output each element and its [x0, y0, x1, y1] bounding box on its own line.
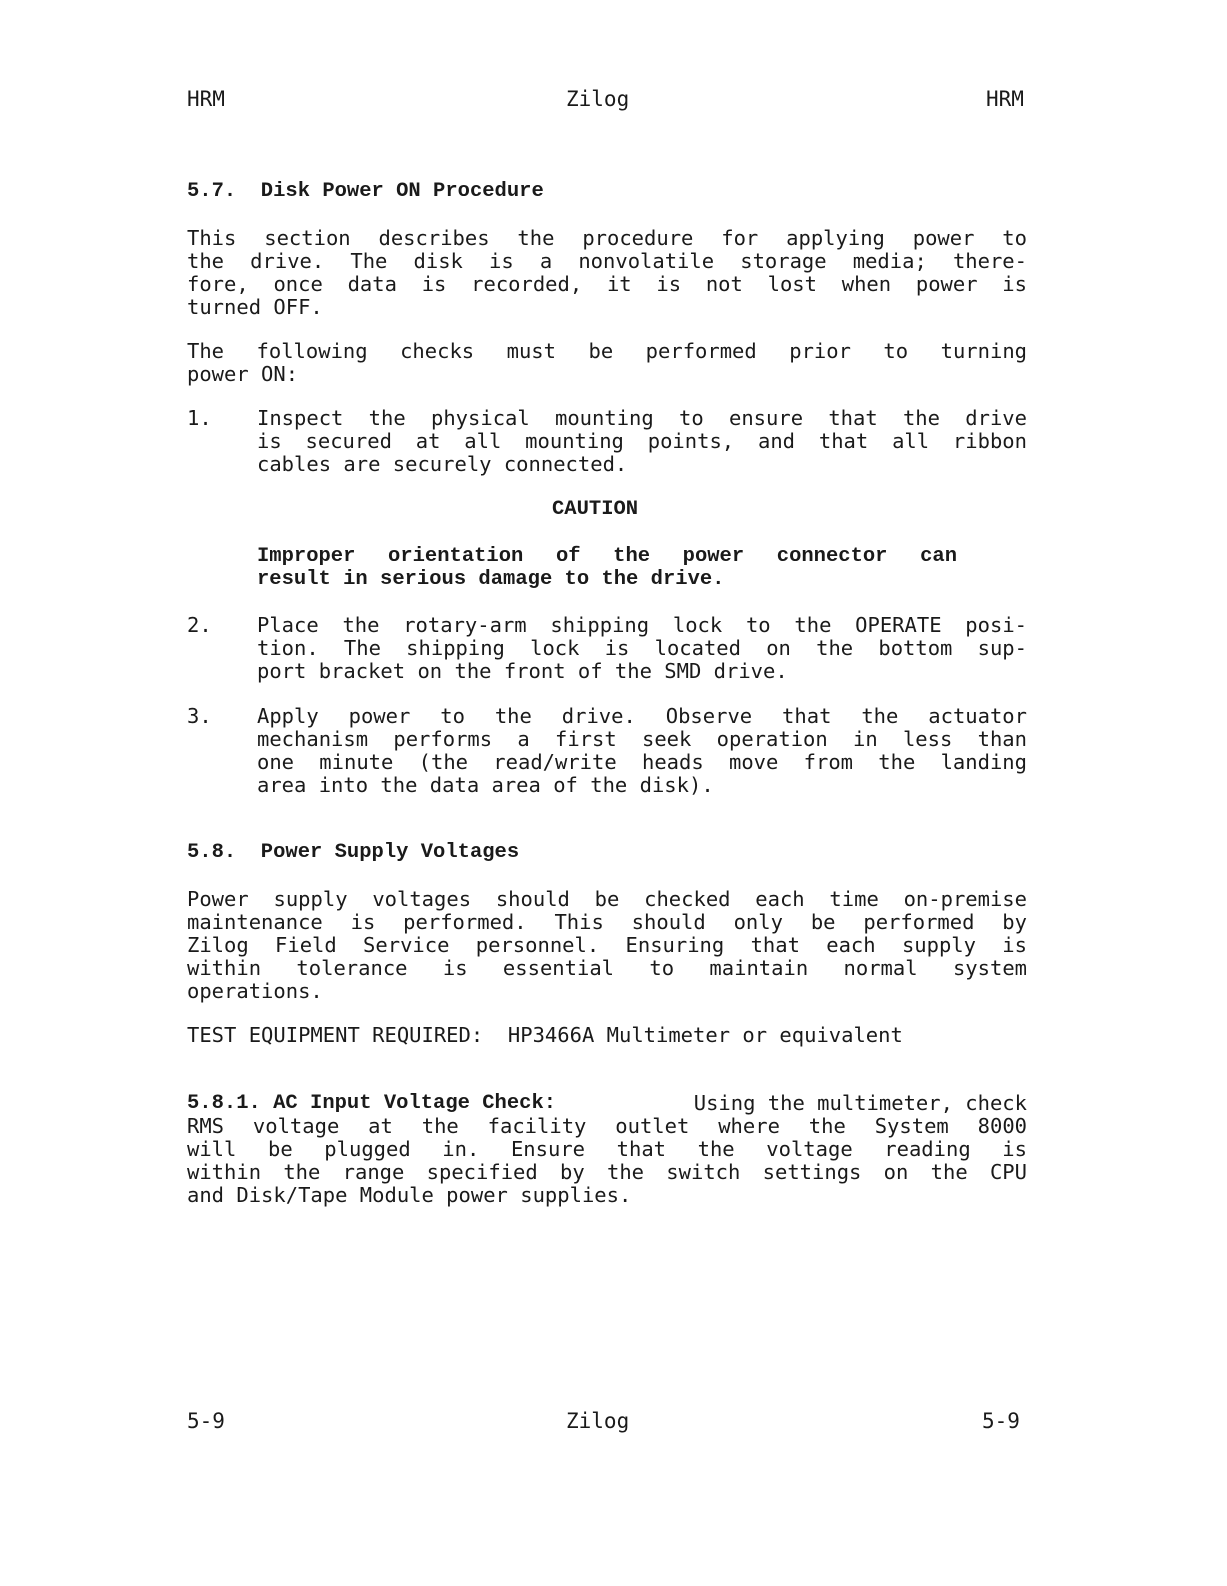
- section-5-7-paragraph-1: [187, 227, 1027, 319]
- list-item-number: 1.: [187, 406, 212, 430]
- text-line: the drive. The disk is a nonvolatile storage media; there-: [187, 249, 1027, 273]
- footer-left: 5-9: [187, 1409, 225, 1433]
- text-line: will be plugged in. Ensure that the voltage reading is: [187, 1137, 1027, 1161]
- text-line: mechanism performs a first seek operation in less than: [257, 727, 1027, 751]
- text-line: power ON:: [187, 362, 299, 386]
- text-line: area into the data area of the disk).: [257, 773, 714, 797]
- text-line: Inspect the physical mounting to ensure that the drive: [257, 406, 1027, 430]
- section-5-7-paragraph-2: [187, 340, 1027, 386]
- text-line: Apply power to the drive. Observe that the actuator: [257, 704, 1027, 728]
- list-item-3: [257, 705, 1027, 797]
- list-item-1: [257, 407, 1027, 476]
- text-line: result in serious damage to the drive.: [257, 568, 725, 591]
- header-left: HRM: [187, 87, 225, 111]
- footer-right: 5-9: [982, 1409, 1020, 1433]
- text-line: RMS voltage at the facility outlet where the System 8000: [187, 1114, 1027, 1138]
- list-item-number: 2.: [187, 613, 212, 637]
- section-5-7-title: 5.7. Disk Power ON Procedure: [187, 180, 544, 203]
- text-line: within tolerance is essential to maintain normal system: [187, 956, 1027, 980]
- list-item-2: [257, 614, 1027, 683]
- list-item-number: 3.: [187, 704, 212, 728]
- text-line: Place the rotary-arm shipping lock to the OPERATE posi-: [257, 613, 1027, 637]
- text-line: Improper orientation of the power connector can: [257, 545, 957, 568]
- text-line: [187, 1092, 1027, 1115]
- text-line: turned OFF.: [187, 295, 323, 319]
- section-5-8-paragraph: [187, 888, 1027, 1003]
- text-line: is secured at all mounting points, and that all ribbon: [257, 429, 1027, 453]
- text-line: one minute (the read/write heads move from the landing: [257, 750, 1027, 774]
- text-line: Zilog Field Service personnel. Ensuring that each supply is: [187, 933, 1027, 957]
- text-line: operations.: [187, 979, 323, 1003]
- text-line: fore, once data is recorded, it is not lost when power is: [187, 272, 1027, 296]
- text-line: Power supply voltages should be checked each time on-premise: [187, 887, 1027, 911]
- text-line: port bracket on the front of the SMD drive.: [257, 659, 788, 683]
- header-right: HRM: [986, 87, 1024, 111]
- test-equipment-line: TEST EQUIPMENT REQUIRED: HP3466A Multimeter or equivalent: [187, 1023, 903, 1047]
- section-5-8-1-paragraph: [187, 1092, 1027, 1207]
- caution-text: [257, 545, 957, 591]
- section-5-8-title: 5.8. Power Supply Voltages: [187, 841, 520, 864]
- text-line: The following checks must be performed prior to turning: [187, 339, 1027, 363]
- text-line: This section describes the procedure for applying power to: [187, 226, 1027, 250]
- text-fragment: Using the multimeter, check: [693, 1091, 1027, 1115]
- text-line: within the range specified by the switch settings on the CPU: [187, 1160, 1027, 1184]
- text-line: tion. The shipping lock is located on the bottom sup-: [257, 636, 1027, 660]
- text-line: cables are securely connected.: [257, 452, 628, 476]
- text-line: maintenance is performed. This should only be performed by: [187, 910, 1027, 934]
- section-5-8-1-title: 5.8.1. AC Input Voltage Check:: [187, 1092, 557, 1115]
- footer-center: Zilog: [566, 1409, 630, 1433]
- header-center: Zilog: [566, 87, 630, 111]
- text-line: and Disk/Tape Module power supplies.: [187, 1183, 632, 1207]
- caution-title: CAUTION: [552, 498, 639, 521]
